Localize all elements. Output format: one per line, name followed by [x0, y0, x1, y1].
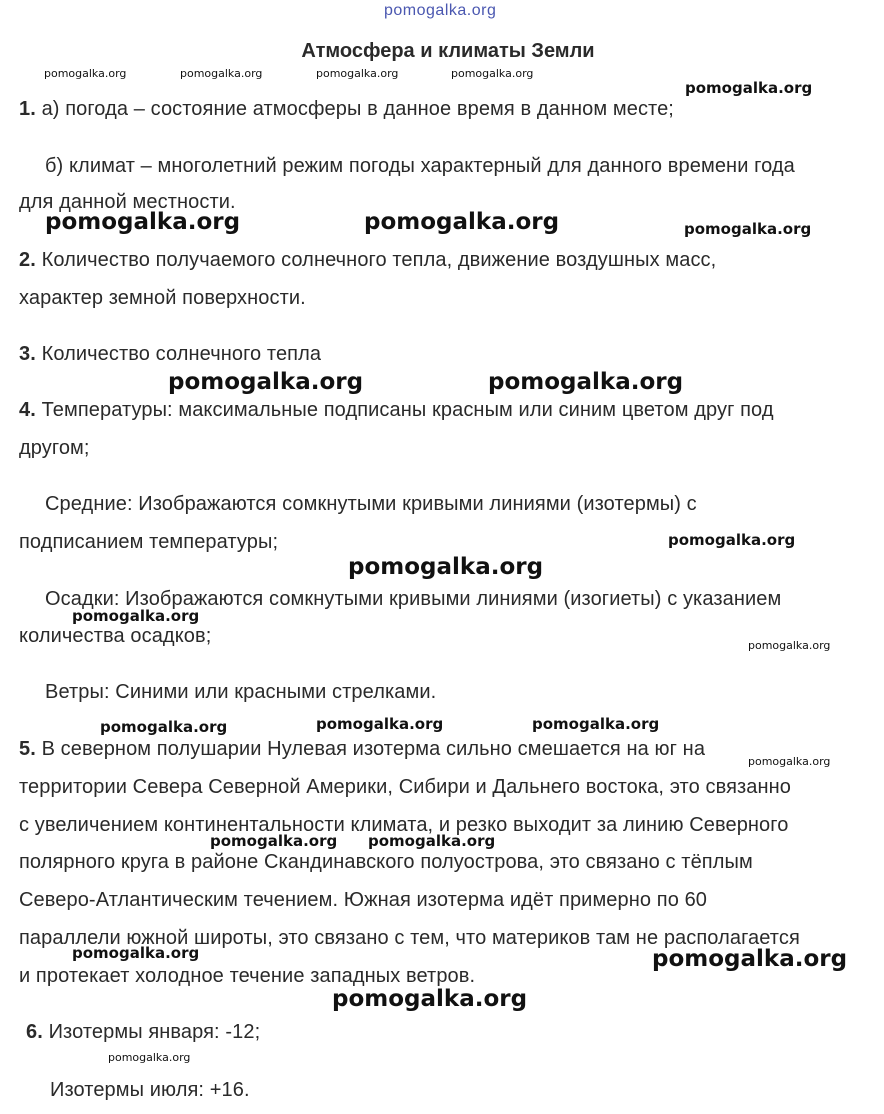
- item-number: 2.: [19, 249, 36, 271]
- answer-line: [19, 248, 716, 272]
- answer-line: другом;: [19, 437, 90, 459]
- watermark: pomogalka.org: [45, 209, 241, 235]
- watermark: pomogalka.org: [368, 832, 496, 850]
- watermark: pomogalka.org: [180, 67, 263, 80]
- watermark: pomogalka.org: [316, 67, 399, 80]
- watermark: pomogalka.org: [748, 755, 831, 768]
- watermark: pomogalka.org: [348, 554, 544, 580]
- answer-line: [19, 342, 321, 366]
- answer-line: Северо-Атлантическим течением. Южная изотерма идёт примерно по 60: [19, 889, 708, 911]
- answer-line: б) климат – многолетний режим погоды характерный для данного времени года: [45, 155, 795, 177]
- answer-line: Ветры: Синими или красными стрелками.: [45, 681, 437, 703]
- item-number: 5.: [19, 738, 36, 760]
- answer-line: [19, 398, 774, 422]
- answer-line: территории Севера Северной Америки, Сибири и Дальнего востока, это связанно: [19, 776, 792, 798]
- watermark: pomogalka.org: [72, 944, 200, 962]
- watermark: pomogalka.org: [684, 220, 812, 238]
- watermark: pomogalka.org: [72, 607, 200, 625]
- answer-line: и протекает холодное течение западных ветров.: [19, 965, 476, 987]
- answer-line: Изотермы июля: +16.: [50, 1079, 250, 1101]
- answer-text: а) погода – состояние атмосферы в данное время в данном месте;: [41, 98, 674, 120]
- answer-line: Средние: Изображаются сомкнутыми кривыми линиями (изотермы) с: [45, 493, 697, 515]
- answer-line: с увеличением континентальности климата, и резко выходит за линию Северного: [19, 814, 789, 836]
- answer-text: Количество солнечного тепла: [41, 343, 322, 365]
- answer-line: характер земной поверхности.: [19, 287, 306, 309]
- watermark: pomogalka.org: [652, 946, 848, 972]
- answer-line: параллели южной широты, это связано с тем, что материков там не располагается: [19, 927, 800, 949]
- answer-line: полярного круга в районе Скандинавского полуострова, это связано с тёплым: [19, 851, 753, 873]
- answer-text: В северном полушарии Нулевая изотерма сильно смешается на юг на: [41, 738, 706, 760]
- watermark: pomogalka.org: [451, 67, 534, 80]
- page-title: Атмосфера и климаты Земли: [301, 40, 595, 62]
- answer-line: подписанием температуры;: [19, 531, 279, 553]
- answer-line: [19, 97, 674, 121]
- answer-line: [19, 737, 705, 761]
- watermark: pomogalka.org: [168, 369, 364, 395]
- watermark: pomogalka.org: [668, 531, 796, 549]
- watermark: pomogalka.org: [532, 715, 660, 733]
- item-number: 6.: [26, 1021, 43, 1043]
- item-number: 1.: [19, 98, 36, 120]
- watermark: pomogalka.org: [332, 986, 528, 1012]
- watermark: pomogalka.org: [316, 715, 444, 733]
- item-number: 3.: [19, 343, 36, 365]
- watermark: pomogalka.org: [44, 67, 127, 80]
- watermark: pomogalka.org: [108, 1051, 191, 1064]
- watermark: pomogalka.org: [364, 209, 560, 235]
- watermark: pomogalka.org: [685, 79, 813, 97]
- watermark: pomogalka.org: [384, 2, 497, 19]
- watermark: pomogalka.org: [210, 832, 338, 850]
- answer-text: Количество получаемого солнечного тепла, движение воздушных масс,: [41, 249, 717, 271]
- watermark: pomogalka.org: [748, 639, 831, 652]
- answer-line: [26, 1020, 260, 1044]
- answer-line: для данной местности.: [19, 191, 236, 213]
- answer-text: Температуры: максимальные подписаны красным или синим цветом друг под: [41, 399, 774, 421]
- answer-text: Изотермы января: -12;: [48, 1021, 261, 1043]
- answer-line: количества осадков;: [19, 625, 212, 647]
- watermark: pomogalka.org: [488, 369, 684, 395]
- item-number: 4.: [19, 399, 36, 421]
- watermark: pomogalka.org: [100, 718, 228, 736]
- answer-line: Осадки: Изображаются сомкнутыми кривыми линиями (изогиеты) с указанием: [45, 588, 782, 610]
